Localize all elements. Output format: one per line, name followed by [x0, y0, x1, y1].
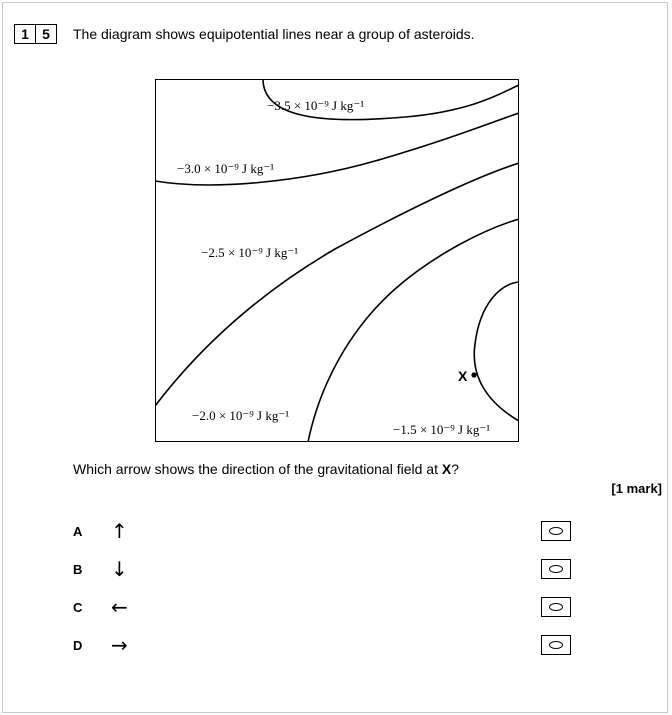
right-arrow-icon: →: [111, 633, 128, 657]
equipotential-label-minus-1-5: −1.5 × 10⁻⁹ J kg⁻¹: [393, 422, 491, 437]
option-c-letter: C: [73, 600, 83, 615]
bubble-oval-icon: [549, 527, 563, 535]
option-c: [73, 597, 593, 621]
option-c-answer-bubble[interactable]: [541, 597, 571, 617]
equipotential-label-minus-2-5: −2.5 × 10⁻⁹ J kg⁻¹: [201, 245, 299, 260]
diagram-border: [156, 80, 519, 442]
question-number-digit-1: 1: [21, 26, 29, 42]
option-b-answer-bubble[interactable]: [541, 559, 571, 579]
option-d: [73, 635, 593, 659]
down-arrow-icon: ↓: [111, 557, 128, 581]
equipotential-label-minus-3-0: −3.0 × 10⁻⁹ J kg⁻¹: [177, 161, 275, 176]
option-a-answer-bubble[interactable]: [541, 521, 571, 541]
option-a: [73, 521, 593, 545]
question-prompt-text: Which arrow shows the direction of the gravitational field at: [73, 461, 442, 477]
question-prompt-end: ?: [451, 461, 459, 477]
bubble-oval-icon: [549, 603, 563, 611]
equipotential-diagram: [155, 79, 519, 442]
equipotential-label-minus-2-0: −2.0 × 10⁻⁹ J kg⁻¹: [192, 408, 290, 423]
mark-allocation: [1 mark]: [611, 481, 662, 496]
question-prompt: [73, 461, 459, 477]
question-stem: The diagram shows equipotential lines near a group of asteroids.: [73, 26, 475, 42]
option-a-letter: A: [73, 524, 83, 539]
option-b-letter: B: [73, 562, 83, 577]
equipotential-label-minus-3-5: −3.5 × 10⁻⁹ J kg⁻¹: [267, 98, 365, 113]
question-prompt-point: X: [441, 461, 452, 477]
left-arrow-icon: ←: [111, 595, 128, 619]
option-b: [73, 559, 593, 583]
bubble-oval-icon: [549, 641, 563, 649]
question-number-digit-2: 5: [35, 25, 56, 43]
up-arrow-icon: ↑: [111, 519, 128, 543]
bubble-oval-icon: [549, 565, 563, 573]
option-d-answer-bubble[interactable]: [541, 635, 571, 655]
point-x-marker: [471, 372, 476, 377]
point-x-label: X: [458, 368, 468, 384]
option-d-letter: D: [73, 638, 83, 653]
question-number: [14, 24, 57, 44]
